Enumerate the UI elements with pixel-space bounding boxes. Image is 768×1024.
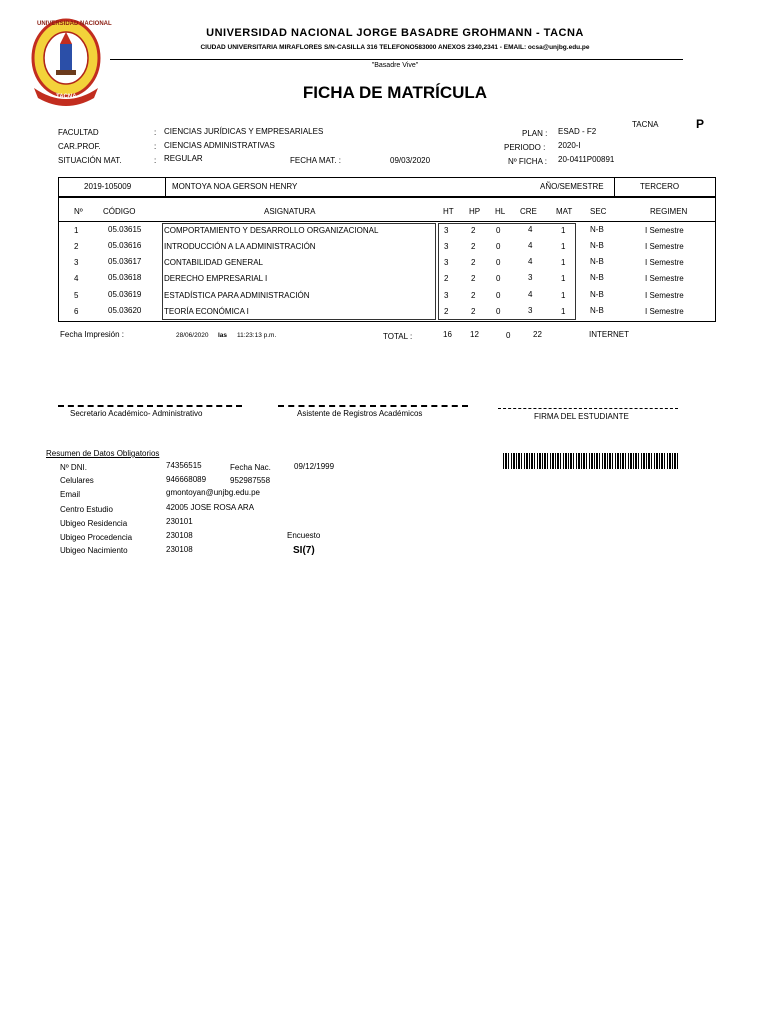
year-value: TERCERO bbox=[640, 182, 680, 191]
row-cre: 4 bbox=[528, 257, 533, 266]
col-header-hp: HP bbox=[469, 207, 481, 216]
row-hp: 2 bbox=[471, 274, 476, 283]
ub-nacimiento-value: 230108 bbox=[166, 545, 193, 554]
row-hl: 0 bbox=[496, 226, 501, 235]
dni-label: Nº DNI. bbox=[60, 463, 87, 472]
row-sec: N-B bbox=[590, 290, 604, 299]
firma-label: FIRMA DEL ESTUDIANTE bbox=[534, 412, 629, 421]
row-code: 05.03618 bbox=[108, 273, 142, 282]
colon: : bbox=[154, 128, 157, 137]
row-course: ESTADÍSTICA PARA ADMINISTRACIÓN bbox=[164, 291, 310, 300]
fecha-nac-label: Fecha Nac. bbox=[230, 463, 271, 472]
resumen-title: Resumen de Datos Obligatorios bbox=[46, 449, 160, 458]
plan-value: ESAD - F2 bbox=[558, 127, 597, 136]
asistente-label: Asistente de Registros Académicos bbox=[297, 409, 423, 418]
row-mat: 1 bbox=[561, 274, 566, 283]
ub-residencia-label: Ubigeo Residencia bbox=[60, 519, 128, 528]
row-hl: 0 bbox=[496, 307, 501, 316]
row-number: 5 bbox=[74, 291, 79, 300]
col-header-mat: MAT bbox=[556, 207, 573, 216]
total-label: TOTAL : bbox=[383, 332, 413, 341]
row-cre: 3 bbox=[528, 306, 533, 315]
fecha-mat-label: FECHA MAT. : bbox=[290, 156, 341, 165]
row-regimen: I Semestre bbox=[645, 258, 684, 267]
row-ht: 2 bbox=[444, 274, 449, 283]
col-header-course: ASIGNATURA bbox=[264, 207, 316, 216]
secretario-label: Secretario Académico- Administrativo bbox=[70, 409, 203, 418]
email-label: Email bbox=[60, 490, 81, 499]
row-hp: 2 bbox=[471, 291, 476, 300]
fecha-impresion-label: Fecha Impresión : bbox=[60, 330, 125, 339]
signature-line-estudiante bbox=[498, 408, 678, 409]
row-cre: 4 bbox=[528, 290, 533, 299]
col-header-ht: HT bbox=[443, 207, 454, 216]
row-regimen: I Semestre bbox=[645, 291, 684, 300]
row-course: INTRODUCCIÓN A LA ADMINISTRACIÓN bbox=[164, 242, 316, 251]
student-divider bbox=[614, 177, 615, 197]
carprof-label: CAR.PROF. bbox=[58, 142, 101, 151]
dni-value: 74356515 bbox=[166, 461, 202, 470]
row-mat: 1 bbox=[561, 291, 566, 300]
ub-nacimiento-label: Ubigeo Nacimiento bbox=[60, 546, 128, 555]
ub-residencia-value: 230101 bbox=[166, 517, 193, 526]
logo-text-bottom: TACNA bbox=[56, 94, 77, 100]
periodo-value: 2020-I bbox=[558, 141, 581, 150]
student-divider bbox=[165, 177, 166, 197]
col-header-cre: CRE bbox=[520, 207, 537, 216]
row-course: DERECHO EMPRESARIAL I bbox=[164, 274, 268, 283]
row-code: 05.03616 bbox=[108, 241, 142, 250]
row-hp: 2 bbox=[471, 226, 476, 235]
row-cre: 4 bbox=[528, 241, 533, 250]
row-cre: 4 bbox=[528, 225, 533, 234]
total-hl: 0 bbox=[506, 331, 511, 340]
col-header-code: CÓDIGO bbox=[103, 207, 136, 216]
row-ht: 3 bbox=[444, 258, 449, 267]
mark-letter: P bbox=[696, 117, 705, 131]
row-hl: 0 bbox=[496, 242, 501, 251]
row-sec: N-B bbox=[590, 306, 604, 315]
row-code: 05.03619 bbox=[108, 290, 142, 299]
row-hp: 2 bbox=[471, 307, 476, 316]
row-mat: 1 bbox=[561, 242, 566, 251]
col-header-regimen: REGIMEN bbox=[650, 207, 688, 216]
row-cre: 3 bbox=[528, 273, 533, 282]
total-hp: 12 bbox=[470, 330, 479, 339]
colon: : bbox=[154, 156, 157, 165]
header-divider bbox=[110, 59, 683, 60]
centro-label: Centro Estudio bbox=[60, 505, 113, 514]
row-ht: 3 bbox=[444, 226, 449, 235]
row-number: 2 bbox=[74, 242, 79, 251]
ficha-label: Nº FICHA : bbox=[508, 157, 547, 166]
celulares-label: Celulares bbox=[60, 476, 94, 485]
table-header-divider bbox=[58, 221, 716, 222]
row-code: 05.03620 bbox=[108, 306, 142, 315]
row-ht: 3 bbox=[444, 242, 449, 251]
centro-value: 42005 JOSE ROSA ARA bbox=[166, 503, 255, 512]
periodo-label: PERIODO : bbox=[504, 143, 546, 152]
situacion-value: REGULAR bbox=[164, 154, 203, 163]
row-code: 05.03617 bbox=[108, 257, 142, 266]
email-value: gmontoyan@unjbg.edu.pe bbox=[166, 488, 260, 497]
student-name: MONTOYA NOA GERSON HENRY bbox=[172, 182, 298, 191]
row-course: COMPORTAMIENTO Y DESARROLLO ORGANIZACIONAL bbox=[164, 226, 379, 235]
ub-procedencia-label: Ubigeo Procedencia bbox=[60, 533, 133, 542]
ficha-value: 20-0411P00891 bbox=[558, 155, 615, 164]
row-number: 1 bbox=[74, 226, 79, 235]
total-cre: 22 bbox=[533, 330, 542, 339]
row-hl: 0 bbox=[496, 274, 501, 283]
row-ht: 2 bbox=[444, 307, 449, 316]
row-number: 3 bbox=[74, 258, 79, 267]
motto: "Basadre Vive" bbox=[371, 62, 419, 69]
encuesta-value: SI(7) bbox=[293, 545, 315, 556]
row-sec: N-B bbox=[590, 257, 604, 266]
university-address: CIUDAD UNIVERSITARIA MIRAFLORES S/N-CASILLA 316 TELEFONO583000 ANEXOS 2340,2341 - EMAIL: ocsa@unjbg.edu.pe bbox=[200, 44, 590, 51]
celular-1: 946668089 bbox=[166, 475, 207, 484]
total-ht: 16 bbox=[443, 330, 452, 339]
row-hp: 2 bbox=[471, 242, 476, 251]
row-hl: 0 bbox=[496, 291, 501, 300]
row-sec: N-B bbox=[590, 273, 604, 282]
row-sec: N-B bbox=[590, 225, 604, 234]
document-title: FICHA DE MATRÍCULA bbox=[302, 83, 488, 102]
logo-text-top: UNIVERSIDAD NACIONAL bbox=[37, 21, 112, 27]
row-course: TEORÍA ECONÓMICA I bbox=[164, 307, 249, 316]
col-header-sec: SEC bbox=[590, 207, 607, 216]
ub-procedencia-value: 230108 bbox=[166, 531, 193, 540]
row-hl: 0 bbox=[496, 258, 501, 267]
row-hp: 2 bbox=[471, 258, 476, 267]
row-regimen: I Semestre bbox=[645, 307, 684, 316]
col-header-number: Nº bbox=[74, 207, 83, 216]
carprof-value: CIENCIAS ADMINISTRATIVAS bbox=[164, 141, 275, 150]
situacion-label: SITUACIÓN MAT. bbox=[58, 156, 122, 165]
row-mat: 1 bbox=[561, 226, 566, 235]
colon: : bbox=[154, 142, 157, 151]
facultad-value: CIENCIAS JURÍDICAS Y EMPRESARIALES bbox=[164, 127, 324, 136]
barcode bbox=[503, 453, 680, 469]
year-label: AÑO/SEMESTRE bbox=[540, 182, 604, 191]
modalidad: INTERNET bbox=[589, 330, 629, 339]
facultad-label: FACULTAD bbox=[58, 128, 99, 137]
signature-line-secretario bbox=[58, 405, 242, 407]
student-box bbox=[58, 177, 716, 197]
row-regimen: I Semestre bbox=[645, 226, 684, 235]
fecha-mat-value: 09/03/2020 bbox=[390, 156, 431, 165]
row-number: 4 bbox=[74, 274, 79, 283]
course-name-frame bbox=[162, 223, 436, 320]
celular-2: 952987558 bbox=[230, 476, 271, 485]
signature-line-asistente bbox=[278, 405, 468, 407]
row-course: CONTABILIDAD GENERAL bbox=[164, 258, 263, 267]
university-name: UNIVERSIDAD NACIONAL JORGE BASADRE GROHMANN - TACNA bbox=[206, 27, 584, 39]
fecha-impresion-value: 28/06/2020 bbox=[176, 332, 209, 339]
hours-frame bbox=[438, 223, 576, 320]
encuesta-label: Encuesto bbox=[287, 531, 321, 540]
hora-value: 11:23:13 p.m. bbox=[237, 332, 277, 339]
row-mat: 1 bbox=[561, 258, 566, 267]
plan-label: PLAN : bbox=[522, 129, 548, 138]
row-sec: N-B bbox=[590, 241, 604, 250]
fecha-nac-value: 09/12/1999 bbox=[294, 462, 335, 471]
las-label: las bbox=[218, 332, 228, 339]
row-regimen: I Semestre bbox=[645, 274, 684, 283]
row-ht: 3 bbox=[444, 291, 449, 300]
row-code: 05.03615 bbox=[108, 225, 142, 234]
row-mat: 1 bbox=[561, 307, 566, 316]
row-regimen: I Semestre bbox=[645, 242, 684, 251]
col-header-hl: HL bbox=[495, 207, 506, 216]
row-number: 6 bbox=[74, 307, 79, 316]
city-label: TACNA bbox=[632, 120, 659, 129]
student-code: 2019-105009 bbox=[84, 182, 132, 191]
